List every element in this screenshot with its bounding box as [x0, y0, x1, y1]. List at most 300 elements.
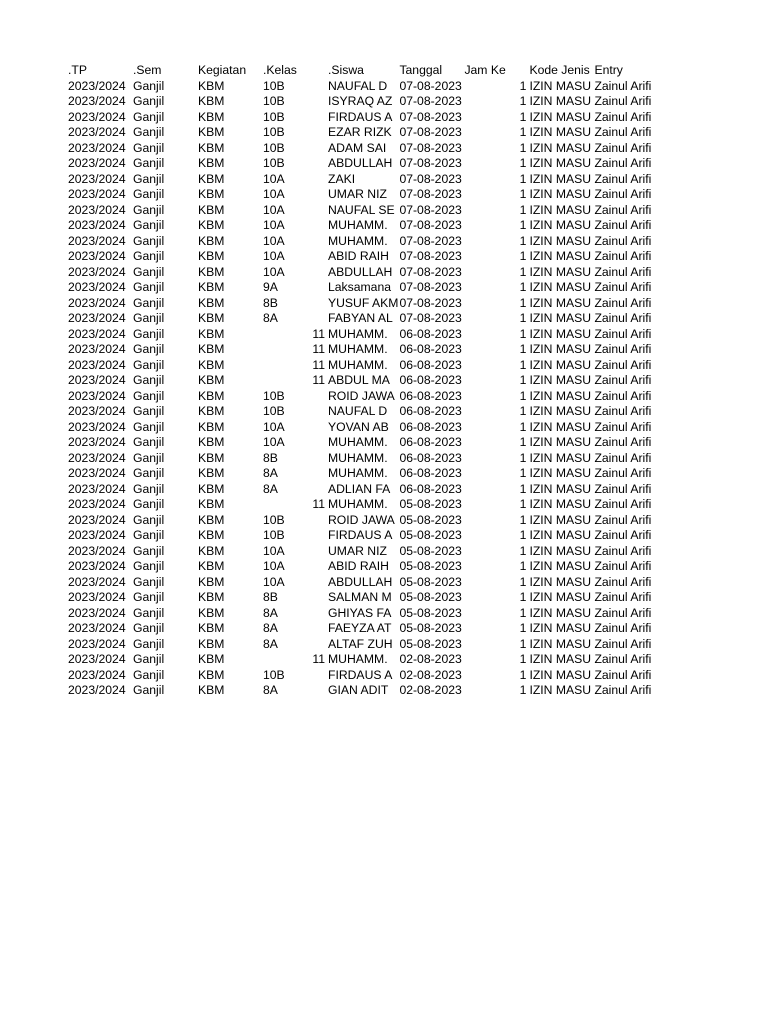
cell-jam-ke: 1 — [519, 481, 527, 496]
cell-kegiatan: KBM — [198, 280, 225, 294]
cell-tanggal: 06-08-2023 — [399, 435, 462, 449]
cell-sem: Ganjil — [133, 171, 165, 186]
cell-tanggal: 05-08-2023 — [399, 605, 462, 620]
cell-kelas: 11 — [312, 326, 325, 341]
cell-kode-jenis: IZIN MASU — [529, 621, 592, 635]
cell-kelas: 8A — [263, 683, 278, 697]
cell-jam-ke: 1 — [519, 187, 527, 201]
cell-tp: 2023/2024 — [68, 140, 126, 155]
table-row — [67, 575, 655, 591]
cell-entry: Zainul Arifi — [594, 311, 652, 325]
cell-sem: Ganjil — [133, 109, 165, 124]
cell-kegiatan: KBM — [198, 574, 225, 589]
cell-kelas: 8A — [263, 481, 278, 496]
cell-sem: Ganjil — [133, 667, 165, 682]
cell-tp: 2023/2024 — [68, 187, 126, 201]
cell-tanggal: 07-08-2023 — [399, 249, 462, 263]
table-row — [67, 358, 655, 374]
cell-jam-ke: 1 — [519, 559, 527, 573]
cell-entry: Zainul Arifi — [594, 171, 652, 186]
cell-entry: Zainul Arifi — [594, 435, 652, 449]
cell-sem: Ganjil — [133, 125, 165, 139]
cell-kelas: 10A — [263, 218, 285, 232]
cell-entry: Zainul Arifi — [594, 512, 652, 527]
cell-kode-jenis: IZIN MASU — [529, 78, 592, 93]
cell-siswa: MUHAMM. — [328, 357, 388, 372]
cell-sem: Ganjil — [133, 280, 165, 294]
cell-kelas: 10A — [263, 171, 285, 186]
cell-jam-ke: 1 — [519, 574, 527, 589]
cell-kegiatan: KBM — [198, 404, 225, 418]
cell-siswa: ISYRAQ AZ — [328, 94, 393, 108]
cell-tp: 2023/2024 — [68, 311, 126, 325]
cell-kode-jenis: IZIN MASU — [529, 218, 592, 232]
cell-tp: 2023/2024 — [68, 543, 126, 558]
table-row — [67, 652, 655, 668]
cell-kelas: 10B — [263, 140, 285, 155]
cell-sem: Ganjil — [133, 264, 165, 279]
table-row — [67, 513, 655, 529]
cell-tp: 2023/2024 — [68, 497, 126, 511]
cell-kode-jenis: IZIN MASU — [529, 202, 592, 217]
cell-kode-jenis: IZIN MASU — [529, 636, 592, 651]
cell-sem: Ganjil — [133, 140, 165, 155]
table-row — [67, 280, 655, 296]
table-row — [67, 311, 655, 327]
cell-kegiatan: KBM — [198, 202, 225, 217]
cell-siswa: FABYAN AL — [328, 311, 393, 325]
table-row — [67, 172, 655, 188]
cell-jam-ke: 1 — [519, 280, 527, 294]
cell-tanggal: 05-08-2023 — [399, 621, 462, 635]
cell-tp: 2023/2024 — [68, 264, 126, 279]
cell-kode-jenis: IZIN MASU — [529, 683, 592, 697]
cell-tanggal: 02-08-2023 — [399, 667, 462, 682]
table-row — [67, 482, 655, 498]
cell-kelas: 11 — [312, 357, 325, 372]
cell-entry: Zainul Arifi — [594, 94, 652, 108]
cell-tp: 2023/2024 — [68, 388, 126, 403]
cell-tp: 2023/2024 — [68, 357, 126, 372]
cell-entry: Zainul Arifi — [594, 78, 652, 93]
cell-kode-jenis: IZIN MASU — [529, 342, 592, 356]
cell-siswa: YOVAN AB — [328, 419, 389, 434]
header-tanggal: Tanggal — [399, 63, 443, 77]
cell-jam-ke: 1 — [519, 404, 527, 418]
cell-tanggal: 05-08-2023 — [399, 543, 462, 558]
cell-siswa: MUHAMM. — [328, 652, 388, 666]
cell-kelas: 9A — [263, 280, 278, 294]
cell-jam-ke: 1 — [519, 357, 527, 372]
cell-tp: 2023/2024 — [68, 683, 126, 697]
table-row — [67, 79, 655, 95]
table-row — [67, 327, 655, 343]
cell-siswa: ABDULLAH — [328, 264, 393, 279]
table-row — [67, 249, 655, 265]
cell-jam-ke: 1 — [519, 78, 527, 93]
cell-sem: Ganjil — [133, 388, 165, 403]
cell-kode-jenis: IZIN MASU — [529, 590, 592, 604]
cell-kode-jenis: IZIN MASU — [529, 233, 592, 248]
cell-entry: Zainul Arifi — [594, 218, 652, 232]
cell-tp: 2023/2024 — [68, 652, 126, 666]
cell-kode-jenis: IZIN MASU — [529, 667, 592, 682]
cell-kegiatan: KBM — [198, 590, 225, 604]
cell-entry: Zainul Arifi — [594, 621, 652, 635]
cell-tanggal: 06-08-2023 — [399, 357, 462, 372]
cell-jam-ke: 1 — [519, 202, 527, 217]
cell-tanggal: 07-08-2023 — [399, 233, 462, 248]
cell-kelas: 10A — [263, 249, 285, 263]
table-row — [67, 497, 655, 513]
cell-sem: Ganjil — [133, 497, 165, 511]
cell-sem: Ganjil — [133, 233, 165, 248]
cell-siswa: MUHAMM. — [328, 466, 388, 480]
cell-tanggal: 02-08-2023 — [399, 683, 462, 697]
cell-kegiatan: KBM — [198, 636, 225, 651]
cell-kode-jenis: IZIN MASU — [529, 187, 592, 201]
cell-kode-jenis: IZIN MASU — [529, 109, 592, 124]
cell-siswa: FIRDAUS A — [328, 528, 393, 542]
cell-tanggal: 07-08-2023 — [399, 171, 462, 186]
cell-sem: Ganjil — [133, 528, 165, 542]
cell-sem: Ganjil — [133, 481, 165, 496]
cell-kegiatan: KBM — [198, 140, 225, 155]
cell-siswa: ABDUL MA — [328, 373, 390, 387]
cell-tanggal: 07-08-2023 — [399, 78, 462, 93]
cell-siswa: ABDULLAH — [328, 156, 393, 170]
cell-kelas: 10A — [263, 574, 285, 589]
cell-kelas: 10B — [263, 388, 285, 403]
cell-entry: Zainul Arifi — [594, 497, 652, 511]
cell-tp: 2023/2024 — [68, 280, 126, 294]
cell-tanggal: 05-08-2023 — [399, 636, 462, 651]
cell-sem: Ganjil — [133, 450, 165, 465]
spreadsheet — [67, 63, 655, 699]
cell-kegiatan: KBM — [198, 466, 225, 480]
cell-sem: Ganjil — [133, 311, 165, 325]
cell-sem: Ganjil — [133, 621, 165, 635]
cell-tp: 2023/2024 — [68, 218, 126, 232]
cell-kegiatan: KBM — [198, 233, 225, 248]
cell-kelas: 8A — [263, 621, 278, 635]
table-row — [67, 528, 655, 544]
table-row — [67, 435, 655, 451]
cell-tp: 2023/2024 — [68, 233, 126, 248]
cell-kelas: 8B — [263, 295, 278, 310]
cell-kegiatan: KBM — [198, 373, 225, 387]
cell-jam-ke: 1 — [519, 156, 527, 170]
cell-jam-ke: 1 — [519, 450, 527, 465]
cell-sem: Ganjil — [133, 156, 165, 170]
cell-siswa: MUHAMM. — [328, 450, 388, 465]
header-kelas: .Kelas — [263, 63, 297, 77]
cell-jam-ke: 1 — [519, 109, 527, 124]
cell-sem: Ganjil — [133, 652, 165, 666]
cell-tp: 2023/2024 — [68, 125, 126, 139]
table-row — [67, 187, 655, 203]
cell-siswa: ADLIAN FA — [328, 481, 391, 496]
cell-jam-ke: 1 — [519, 326, 527, 341]
cell-siswa: FIRDAUS A — [328, 667, 393, 682]
cell-sem: Ganjil — [133, 202, 165, 217]
cell-jam-ke: 1 — [519, 419, 527, 434]
cell-kelas: 11 — [312, 497, 325, 511]
cell-siswa: NAUFAL D — [328, 78, 388, 93]
cell-tanggal: 06-08-2023 — [399, 373, 462, 387]
cell-tp: 2023/2024 — [68, 326, 126, 341]
cell-sem: Ganjil — [133, 636, 165, 651]
table-row — [67, 606, 655, 622]
cell-kelas: 11 — [312, 652, 325, 666]
cell-kegiatan: KBM — [198, 543, 225, 558]
cell-tp: 2023/2024 — [68, 621, 126, 635]
cell-siswa: ABID RAIH — [328, 249, 389, 263]
cell-kode-jenis: IZIN MASU — [529, 295, 592, 310]
cell-entry: Zainul Arifi — [594, 450, 652, 465]
cell-tanggal: 07-08-2023 — [399, 280, 462, 294]
cell-siswa: ZAKI — [328, 171, 356, 186]
cell-sem: Ganjil — [133, 373, 165, 387]
cell-kode-jenis: IZIN MASU — [529, 497, 592, 511]
table-row — [67, 110, 655, 126]
cell-sem: Ganjil — [133, 78, 165, 93]
cell-sem: Ganjil — [133, 187, 165, 201]
cell-sem: Ganjil — [133, 574, 165, 589]
cell-jam-ke: 1 — [519, 435, 527, 449]
cell-tp: 2023/2024 — [68, 559, 126, 573]
cell-kegiatan: KBM — [198, 605, 225, 620]
cell-jam-ke: 1 — [519, 667, 527, 682]
cell-siswa: ROID JAWA — [328, 512, 395, 527]
cell-tp: 2023/2024 — [68, 295, 126, 310]
cell-entry: Zainul Arifi — [594, 404, 652, 418]
cell-kegiatan: KBM — [198, 295, 225, 310]
cell-tanggal: 07-08-2023 — [399, 295, 462, 310]
table-row — [67, 141, 655, 157]
cell-kelas: 11 — [312, 373, 325, 387]
cell-jam-ke: 1 — [519, 311, 527, 325]
cell-tanggal: 07-08-2023 — [399, 156, 462, 170]
cell-kode-jenis: IZIN MASU — [529, 125, 592, 139]
cell-siswa: MUHAMM. — [328, 435, 388, 449]
cell-kode-jenis: IZIN MASU — [529, 574, 592, 589]
cell-kegiatan: KBM — [198, 171, 225, 186]
cell-kegiatan: KBM — [198, 249, 225, 263]
cell-tanggal: 06-08-2023 — [399, 450, 462, 465]
cell-kode-jenis: IZIN MASU — [529, 481, 592, 496]
cell-jam-ke: 1 — [519, 590, 527, 604]
cell-siswa: UMAR NIZ — [328, 543, 387, 558]
cell-siswa: NAUFAL D — [328, 404, 388, 418]
cell-tanggal: 06-08-2023 — [399, 342, 462, 356]
cell-kode-jenis: IZIN MASU — [529, 512, 592, 527]
cell-siswa: MUHAMM. — [328, 342, 388, 356]
header-siswa: .Siswa — [328, 63, 364, 77]
table-row — [67, 420, 655, 436]
cell-entry: Zainul Arifi — [594, 249, 652, 263]
header-kegiatan: Kegiatan — [198, 63, 247, 77]
table-row — [67, 637, 655, 653]
cell-kegiatan: KBM — [198, 187, 225, 201]
cell-tanggal: 06-08-2023 — [399, 326, 462, 341]
cell-sem: Ganjil — [133, 94, 165, 108]
cell-sem: Ganjil — [133, 357, 165, 372]
cell-entry: Zainul Arifi — [594, 264, 652, 279]
cell-jam-ke: 1 — [519, 295, 527, 310]
cell-kelas: 11 — [312, 342, 325, 356]
header-kode-jenis: Kode Jenis — [529, 63, 590, 77]
cell-kelas: 10B — [263, 512, 285, 527]
cell-tanggal: 06-08-2023 — [399, 419, 462, 434]
cell-kelas: 10A — [263, 435, 285, 449]
cell-tanggal: 06-08-2023 — [399, 466, 462, 480]
cell-entry: Zainul Arifi — [594, 342, 652, 356]
cell-jam-ke: 1 — [519, 388, 527, 403]
cell-tp: 2023/2024 — [68, 605, 126, 620]
cell-siswa: MUHAMM. — [328, 233, 388, 248]
cell-kode-jenis: IZIN MASU — [529, 156, 592, 170]
cell-sem: Ganjil — [133, 249, 165, 263]
cell-kode-jenis: IZIN MASU — [529, 140, 592, 155]
cell-tanggal: 05-08-2023 — [399, 528, 462, 542]
cell-kegiatan: KBM — [198, 528, 225, 542]
table-row — [67, 94, 655, 110]
cell-siswa: FAEYZA AT — [328, 621, 392, 635]
cell-tanggal: 05-08-2023 — [399, 512, 462, 527]
cell-jam-ke: 1 — [519, 373, 527, 387]
cell-kegiatan: KBM — [198, 667, 225, 682]
table-body — [67, 79, 655, 699]
cell-kegiatan: KBM — [198, 481, 225, 496]
cell-sem: Ganjil — [133, 466, 165, 480]
table-row — [67, 590, 655, 606]
cell-tp: 2023/2024 — [68, 156, 126, 170]
table-row — [67, 218, 655, 234]
cell-kode-jenis: IZIN MASU — [529, 404, 592, 418]
cell-siswa: YUSUF AKM — [328, 295, 399, 310]
cell-kegiatan: KBM — [198, 497, 225, 511]
table-row — [67, 559, 655, 575]
cell-kegiatan: KBM — [198, 342, 225, 356]
cell-kode-jenis: IZIN MASU — [529, 311, 592, 325]
cell-kegiatan: KBM — [198, 326, 225, 341]
cell-kegiatan: KBM — [198, 109, 225, 124]
cell-kelas: 10B — [263, 156, 285, 170]
cell-sem: Ganjil — [133, 419, 165, 434]
cell-jam-ke: 1 — [519, 652, 527, 666]
cell-kelas: 8A — [263, 466, 278, 480]
cell-tanggal: 07-08-2023 — [399, 125, 462, 139]
table-header — [67, 63, 655, 79]
cell-tanggal: 07-08-2023 — [399, 202, 462, 217]
table-row — [67, 156, 655, 172]
table-row — [67, 451, 655, 467]
cell-kelas: 10A — [263, 543, 285, 558]
cell-kegiatan: KBM — [198, 357, 225, 372]
cell-sem: Ganjil — [133, 683, 165, 697]
cell-sem: Ganjil — [133, 512, 165, 527]
cell-siswa: FIRDAUS A — [328, 109, 393, 124]
cell-kelas: 10B — [263, 667, 285, 682]
cell-kegiatan: KBM — [198, 78, 225, 93]
cell-tp: 2023/2024 — [68, 373, 126, 387]
cell-tanggal: 05-08-2023 — [399, 574, 462, 589]
cell-tanggal: 06-08-2023 — [399, 404, 462, 418]
cell-kode-jenis: IZIN MASU — [529, 450, 592, 465]
cell-jam-ke: 1 — [519, 249, 527, 263]
table-row — [67, 296, 655, 312]
table-row — [67, 621, 655, 637]
cell-jam-ke: 1 — [519, 342, 527, 356]
cell-sem: Ganjil — [133, 218, 165, 232]
cell-tanggal: 06-08-2023 — [399, 388, 462, 403]
cell-jam-ke: 1 — [519, 171, 527, 186]
cell-entry: Zainul Arifi — [594, 280, 652, 294]
cell-kelas: 10A — [263, 559, 285, 573]
cell-entry: Zainul Arifi — [594, 466, 652, 480]
cell-siswa: MUHAMM. — [328, 326, 388, 341]
cell-kegiatan: KBM — [198, 559, 225, 573]
cell-jam-ke: 1 — [519, 683, 527, 697]
table-row — [67, 234, 655, 250]
cell-tanggal: 06-08-2023 — [399, 481, 462, 496]
cell-entry: Zainul Arifi — [594, 636, 652, 651]
cell-kegiatan: KBM — [198, 156, 225, 170]
cell-entry: Zainul Arifi — [594, 373, 652, 387]
cell-entry: Zainul Arifi — [594, 481, 652, 496]
cell-entry: Zainul Arifi — [594, 233, 652, 248]
cell-jam-ke: 1 — [519, 497, 527, 511]
cell-tp: 2023/2024 — [68, 590, 126, 604]
cell-kelas: 10A — [263, 202, 285, 217]
cell-tp: 2023/2024 — [68, 512, 126, 527]
cell-kode-jenis: IZIN MASU — [529, 543, 592, 558]
cell-kelas: 10A — [263, 187, 285, 201]
cell-kegiatan: KBM — [198, 652, 225, 666]
cell-sem: Ganjil — [133, 605, 165, 620]
cell-entry: Zainul Arifi — [594, 326, 652, 341]
cell-tanggal: 07-08-2023 — [399, 311, 462, 325]
cell-jam-ke: 1 — [519, 218, 527, 232]
cell-jam-ke: 1 — [519, 621, 527, 635]
cell-kode-jenis: IZIN MASU — [529, 388, 592, 403]
cell-kode-jenis: IZIN MASU — [529, 249, 592, 263]
cell-entry: Zainul Arifi — [594, 109, 652, 124]
cell-kelas: 10A — [263, 264, 285, 279]
cell-tp: 2023/2024 — [68, 667, 126, 682]
cell-jam-ke: 1 — [519, 140, 527, 155]
cell-tanggal: 02-08-2023 — [399, 652, 462, 666]
cell-kegiatan: KBM — [198, 621, 225, 635]
cell-tp: 2023/2024 — [68, 481, 126, 496]
cell-entry: Zainul Arifi — [594, 125, 652, 139]
cell-tanggal: 07-08-2023 — [399, 94, 462, 108]
cell-tp: 2023/2024 — [68, 171, 126, 186]
cell-tp: 2023/2024 — [68, 78, 126, 93]
cell-siswa: ABDULLAH — [328, 574, 393, 589]
cell-entry: Zainul Arifi — [594, 543, 652, 558]
table-row — [67, 203, 655, 219]
cell-kelas: 10B — [263, 109, 285, 124]
cell-kegiatan: KBM — [198, 94, 225, 108]
cell-sem: Ganjil — [133, 435, 165, 449]
cell-kode-jenis: IZIN MASU — [529, 373, 592, 387]
cell-entry: Zainul Arifi — [594, 388, 652, 403]
cell-kode-jenis: IZIN MASU — [529, 357, 592, 372]
cell-tp: 2023/2024 — [68, 466, 126, 480]
cell-jam-ke: 1 — [519, 94, 527, 108]
